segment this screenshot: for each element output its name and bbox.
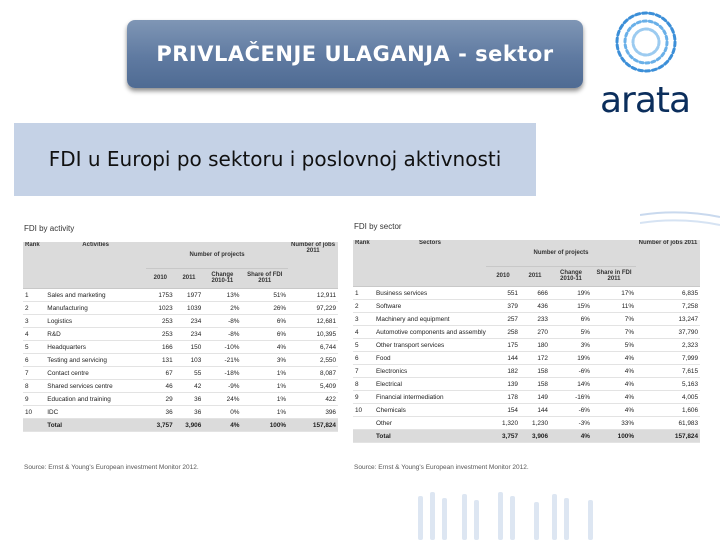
name-cell: Contact centre	[45, 367, 146, 380]
jobs-cell: 7,258	[636, 300, 700, 313]
jobs-cell: 4,005	[636, 391, 700, 404]
value-2011-cell: 36	[175, 406, 204, 419]
share-cell: 1%	[241, 406, 288, 419]
share-cell: 1%	[241, 367, 288, 380]
value-2011-cell: 144	[520, 404, 550, 417]
change-cell: -6%	[550, 404, 592, 417]
table-row	[23, 393, 338, 406]
value-2011-cell: 55	[175, 367, 204, 380]
subtitle-box	[14, 123, 536, 196]
rank-cell: 4	[353, 326, 374, 339]
table-row	[353, 417, 700, 430]
value-2010-cell: 144	[486, 352, 520, 365]
rank-cell	[353, 417, 374, 430]
table-row	[353, 391, 700, 404]
change-cell: 19%	[550, 287, 592, 300]
share-cell: 7%	[592, 326, 636, 339]
share-cell: 3%	[241, 354, 288, 367]
activity-col-2011: 2011	[175, 268, 204, 289]
value-2011-cell: 180	[520, 339, 550, 352]
name-cell: Electrical	[374, 378, 486, 391]
jobs-cell: 97,229	[288, 302, 338, 315]
sector-col-change: Change 2010-11	[550, 266, 592, 287]
name-cell: Electronics	[374, 365, 486, 378]
table-row	[353, 404, 700, 417]
share-cell: 4%	[592, 378, 636, 391]
table-row	[353, 313, 700, 326]
value-2011-cell: 149	[520, 391, 550, 404]
name-cell: Manufacturing	[45, 302, 146, 315]
rank-cell: 6	[353, 352, 374, 365]
total-jobs-cell: 157,824	[288, 419, 338, 432]
logo-swirl-icon	[612, 8, 680, 76]
jobs-cell: 12,911	[288, 289, 338, 302]
jobs-cell: 1,606	[636, 404, 700, 417]
value-2010-cell: 253	[146, 328, 175, 341]
sector-col-sectors: Sectors	[374, 240, 486, 287]
sector-col-share: Share in FDI 2011	[592, 266, 636, 287]
share-cell: 4%	[241, 341, 288, 354]
activity-table-title: FDI by activity	[24, 224, 75, 233]
table-row	[353, 339, 700, 352]
name-cell: Machinery and equipment	[374, 313, 486, 326]
change-cell: 6%	[550, 313, 592, 326]
rank-cell: 5	[23, 341, 45, 354]
total-label: Total	[45, 419, 146, 432]
value-2011-cell: 436	[520, 300, 550, 313]
slide-title: PRIVLAČENJE ULAGANJA - sektor	[156, 42, 554, 66]
rank-cell: 1	[353, 287, 374, 300]
change-cell: -9%	[203, 380, 241, 393]
value-2011-cell: 158	[520, 378, 550, 391]
value-2010-cell: 1753	[146, 289, 175, 302]
share-cell: 6%	[241, 315, 288, 328]
activity-source-note: Source: Ernst & Young's European investment Monitor 2012.	[24, 464, 199, 471]
rank-cell: 3	[353, 313, 374, 326]
total-2011-cell: 3,906	[175, 419, 204, 432]
share-cell: 4%	[592, 391, 636, 404]
stripes-decoration-icon	[412, 488, 612, 540]
rank-cell: 8	[23, 380, 45, 393]
total-2010-cell: 3,757	[486, 430, 520, 443]
table-row	[23, 367, 338, 380]
jobs-cell: 7,615	[636, 365, 700, 378]
rank-cell: 10	[23, 406, 45, 419]
subtitle-text: FDI u Europi po sektoru i poslovnoj aktivnosti	[48, 147, 502, 171]
rank-cell: 5	[353, 339, 374, 352]
value-2010-cell: 551	[486, 287, 520, 300]
value-2011-cell: 150	[175, 341, 204, 354]
activity-col-share: Share of FDI 2011	[241, 268, 288, 289]
jobs-cell: 7,999	[636, 352, 700, 365]
table-row	[23, 380, 338, 393]
rank-cell: 9	[23, 393, 45, 406]
share-cell: 26%	[241, 302, 288, 315]
table-row	[353, 378, 700, 391]
change-cell: -18%	[203, 367, 241, 380]
share-cell: 4%	[592, 404, 636, 417]
total-row	[353, 430, 700, 443]
sector-table-title: FDI by sector	[354, 222, 402, 231]
jobs-cell: 2,550	[288, 354, 338, 367]
activity-col-projects-group: Number of projects	[146, 242, 288, 268]
value-2011-cell: 36	[175, 393, 204, 406]
change-cell: -16%	[550, 391, 592, 404]
name-cell: Software	[374, 300, 486, 313]
value-2010-cell: 46	[146, 380, 175, 393]
jobs-cell: 37,790	[636, 326, 700, 339]
value-2011-cell: 234	[175, 328, 204, 341]
value-2011-cell: 270	[520, 326, 550, 339]
sector-col-projects-group: Number of projects	[486, 240, 636, 266]
table-row	[353, 300, 700, 313]
jobs-cell: 5,163	[636, 378, 700, 391]
change-cell: -10%	[203, 341, 241, 354]
share-cell: 4%	[592, 352, 636, 365]
share-cell: 1%	[241, 393, 288, 406]
value-2011-cell: 103	[175, 354, 204, 367]
name-cell: Sales and marketing	[45, 289, 146, 302]
name-cell: Education and training	[45, 393, 146, 406]
share-cell: 4%	[592, 365, 636, 378]
change-cell: -8%	[203, 328, 241, 341]
name-cell: Testing and servicing	[45, 354, 146, 367]
total-label: Total	[374, 430, 486, 443]
value-2010-cell: 379	[486, 300, 520, 313]
change-cell: 2%	[203, 302, 241, 315]
name-cell: Other transport services	[374, 339, 486, 352]
total-row	[23, 419, 338, 432]
jobs-cell: 396	[288, 406, 338, 419]
value-2011-cell: 42	[175, 380, 204, 393]
activity-col-change: Change 2010-11	[203, 268, 241, 289]
name-cell: Headquarters	[45, 341, 146, 354]
sector-col-rank: Rank	[353, 240, 374, 287]
value-2010-cell: 29	[146, 393, 175, 406]
share-cell: 11%	[592, 300, 636, 313]
jobs-cell: 61,983	[636, 417, 700, 430]
value-2011-cell: 234	[175, 315, 204, 328]
total-change-cell: 4%	[550, 430, 592, 443]
change-cell: 5%	[550, 326, 592, 339]
value-2010-cell: 253	[146, 315, 175, 328]
total-share-cell: 100%	[241, 419, 288, 432]
rank-cell: 1	[23, 289, 45, 302]
share-cell: 5%	[592, 339, 636, 352]
value-2010-cell: 67	[146, 367, 175, 380]
table-row	[353, 326, 700, 339]
change-cell: 19%	[550, 352, 592, 365]
jobs-cell: 6,835	[636, 287, 700, 300]
jobs-cell: 6,744	[288, 341, 338, 354]
sector-source-note: Source: Ernst & Young's European investment Monitor 2012.	[354, 464, 529, 471]
change-cell: 24%	[203, 393, 241, 406]
activity-col-2010: 2010	[146, 268, 175, 289]
share-cell: 51%	[241, 289, 288, 302]
value-2010-cell: 258	[486, 326, 520, 339]
share-cell: 6%	[241, 328, 288, 341]
name-cell: Food	[374, 352, 486, 365]
rank-cell: 7	[23, 367, 45, 380]
rank-cell: 6	[23, 354, 45, 367]
share-cell: 7%	[592, 313, 636, 326]
activity-col-jobs: Number of jobs 2011	[288, 242, 338, 289]
jobs-cell: 422	[288, 393, 338, 406]
value-2010-cell: 182	[486, 365, 520, 378]
value-2010-cell: 131	[146, 354, 175, 367]
rank-cell: 4	[23, 328, 45, 341]
value-2011-cell: 1977	[175, 289, 204, 302]
rank-cell: 10	[353, 404, 374, 417]
change-cell: 3%	[550, 339, 592, 352]
name-cell: Logistics	[45, 315, 146, 328]
change-cell: -8%	[203, 315, 241, 328]
rank-cell: 7	[353, 365, 374, 378]
sector-col-jobs: Number of jobs 2011	[636, 240, 700, 287]
table-row	[353, 365, 700, 378]
change-cell: 15%	[550, 300, 592, 313]
activity-col-activities: Activities	[45, 242, 146, 289]
change-cell: -21%	[203, 354, 241, 367]
rank-cell: 3	[23, 315, 45, 328]
name-cell: Shared services centre	[45, 380, 146, 393]
total-2011-cell: 3,906	[520, 430, 550, 443]
sector-col-2011: 2011	[520, 266, 550, 287]
sector-table	[353, 240, 700, 443]
jobs-cell: 10,395	[288, 328, 338, 341]
activity-table	[23, 242, 338, 432]
name-cell: Business services	[374, 287, 486, 300]
total-2010-cell: 3,757	[146, 419, 175, 432]
value-2010-cell: 154	[486, 404, 520, 417]
logo-wordmark: arata	[600, 80, 691, 121]
table-row	[353, 352, 700, 365]
jobs-cell: 5,409	[288, 380, 338, 393]
value-2010-cell: 139	[486, 378, 520, 391]
change-cell: -3%	[550, 417, 592, 430]
share-cell: 33%	[592, 417, 636, 430]
value-2011-cell: 1039	[175, 302, 204, 315]
change-cell: 13%	[203, 289, 241, 302]
jobs-cell: 2,323	[636, 339, 700, 352]
table-row	[23, 341, 338, 354]
change-cell: 0%	[203, 406, 241, 419]
change-cell: -6%	[550, 365, 592, 378]
share-cell: 1%	[241, 380, 288, 393]
value-2011-cell: 666	[520, 287, 550, 300]
total-share-cell: 100%	[592, 430, 636, 443]
table-row	[23, 302, 338, 315]
value-2010-cell: 166	[146, 341, 175, 354]
table-row	[23, 406, 338, 419]
value-2010-cell: 1,320	[486, 417, 520, 430]
sector-col-2010: 2010	[486, 266, 520, 287]
table-row	[23, 315, 338, 328]
name-cell: Chemicals	[374, 404, 486, 417]
jobs-cell: 13,247	[636, 313, 700, 326]
rank-cell: 9	[353, 391, 374, 404]
rank-cell: 2	[23, 302, 45, 315]
name-cell: Other	[374, 417, 486, 430]
value-2010-cell: 36	[146, 406, 175, 419]
value-2011-cell: 1,230	[520, 417, 550, 430]
jobs-cell: 12,681	[288, 315, 338, 328]
value-2010-cell: 175	[486, 339, 520, 352]
name-cell: Financial intermediation	[374, 391, 486, 404]
rank-cell: 8	[353, 378, 374, 391]
name-cell: IDC	[45, 406, 146, 419]
table-row	[23, 289, 338, 302]
table-row	[353, 287, 700, 300]
activity-col-rank: Rank	[23, 242, 45, 289]
table-row	[23, 354, 338, 367]
change-cell: 14%	[550, 378, 592, 391]
name-cell: Automotive components and assembly	[374, 326, 486, 339]
value-2010-cell: 1023	[146, 302, 175, 315]
wave-decoration-icon	[640, 205, 720, 245]
table-row	[23, 328, 338, 341]
value-2011-cell: 233	[520, 313, 550, 326]
rank-cell: 2	[353, 300, 374, 313]
value-2010-cell: 178	[486, 391, 520, 404]
total-change-cell: 4%	[203, 419, 241, 432]
value-2011-cell: 158	[520, 365, 550, 378]
value-2011-cell: 172	[520, 352, 550, 365]
share-cell: 17%	[592, 287, 636, 300]
name-cell: R&D	[45, 328, 146, 341]
jobs-cell: 8,087	[288, 367, 338, 380]
value-2010-cell: 257	[486, 313, 520, 326]
total-jobs-cell: 157,824	[636, 430, 700, 443]
